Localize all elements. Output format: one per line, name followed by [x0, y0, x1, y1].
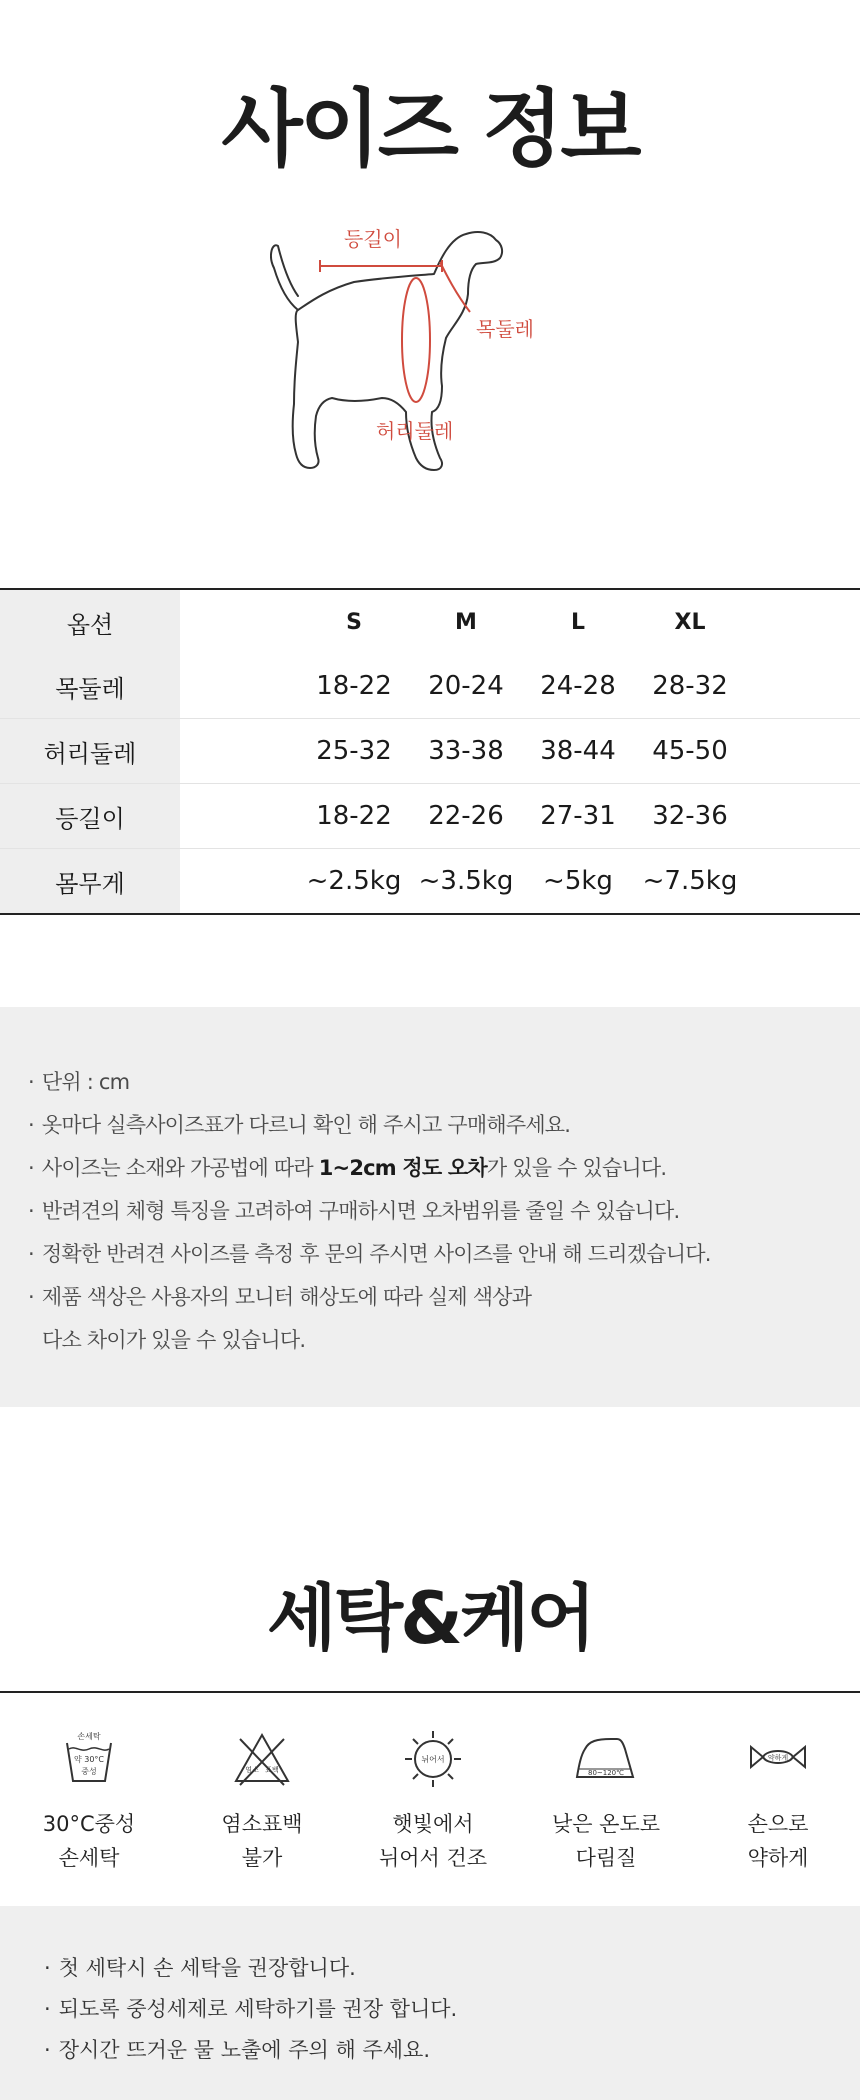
size-table	[0, 588, 860, 915]
gentle-wring-icon	[743, 1729, 813, 1789]
table-cell: 25-32	[298, 719, 410, 784]
size-info-title: 사이즈 정보	[221, 80, 639, 178]
table-cell: ~7.5kg	[642, 866, 738, 896]
svg-text:뉘어서: 뉘어서	[421, 1755, 445, 1764]
svg-text:80~120℃: 80~120℃	[588, 1769, 624, 1777]
care-tips-box	[0, 1906, 860, 2100]
table-row	[0, 719, 860, 784]
care-item-shade-dry	[347, 1729, 519, 1875]
row-label: 허리둘레	[0, 719, 180, 784]
hand-wash-icon	[59, 1729, 119, 1789]
list-item-continued: 다소 차이가 있을 수 있습니다.	[42, 1328, 306, 1352]
list-item: · 첫 세탁시 손 세탁을 권장합니다.	[44, 1956, 356, 1980]
table-cell: 38-44	[522, 719, 634, 784]
neck-marker	[440, 262, 470, 312]
waist-marker	[402, 278, 430, 402]
table-cell: 27-31	[522, 784, 634, 849]
table-cell: 18-22	[298, 654, 410, 719]
size-notes-list	[28, 1061, 711, 1362]
list-item: · 옷마다 실측사이즈표가 다르니 확인 해 주시고 구매해주세요.	[28, 1113, 571, 1137]
back-length-label: 등길이	[344, 227, 402, 251]
list-item: · 장시간 뜨거운 물 노출에 주의 해 주세요.	[44, 2038, 430, 2062]
table-cell: ~2.5kg	[306, 866, 402, 896]
svg-text:약하게: 약하게	[767, 1754, 789, 1762]
table-cell: ~3.5kg	[418, 866, 514, 896]
svg-text:표백: 표백	[265, 1766, 279, 1774]
table-cell: ~5kg	[543, 866, 613, 896]
shade-dry-icon	[403, 1729, 463, 1789]
svg-text:염소: 염소	[245, 1766, 259, 1774]
care-label: 손으로 약하게	[747, 1812, 809, 1870]
size-col-m: M	[455, 609, 477, 635]
size-col-s: S	[346, 609, 362, 635]
list-item: · 정확한 반려견 사이즈를 측정 후 문의 주시면 사이즈를 안내 해 드리겠습니다.	[28, 1242, 711, 1266]
row-label: 목둘레	[0, 654, 180, 719]
row-label: 등길이	[0, 784, 180, 849]
table-cell: 28-32	[634, 654, 746, 719]
svg-text:약 30°C: 약 30°C	[73, 1755, 105, 1764]
row-label: 몸무게	[0, 849, 180, 915]
table-row	[0, 654, 860, 719]
list-item: · 단위 : cm	[28, 1070, 130, 1094]
dog-measurement-diagram	[270, 222, 610, 502]
size-col-xl: XL	[674, 609, 706, 635]
option-header: 옵션	[0, 589, 180, 654]
list-item: · 사이즈는 소재와 가공법에 따라 1~2cm 정도 오차가 있을 수 있습니다.	[28, 1156, 667, 1180]
care-item-no-bleach	[176, 1729, 348, 1875]
care-icons-row	[0, 1691, 860, 1906]
care-tips-list	[44, 1948, 457, 2071]
table-cell: 32-36	[634, 784, 746, 849]
table-cell: 20-24	[410, 654, 522, 719]
table-cell: 24-28	[522, 654, 634, 719]
no-bleach-icon	[232, 1729, 292, 1789]
care-label: 햇빛에서 뉘어서 건조	[378, 1812, 488, 1870]
table-cell: 22-26	[410, 784, 522, 849]
iron-low-icon	[571, 1729, 641, 1789]
list-item: · 제품 색상은 사용자의 모니터 해상도에 따라 실제 색상과	[28, 1285, 532, 1309]
size-notes-box	[0, 1007, 860, 1407]
list-item: · 되도록 중성세제로 세탁하기를 권장 합니다.	[44, 1997, 458, 2021]
list-item: · 반려견의 체형 특징을 고려하여 구매하시면 오차범위를 줄일 수 있습니다.	[28, 1199, 680, 1223]
table-row	[0, 849, 860, 915]
care-label: 30°C중성 손세탁	[42, 1812, 136, 1870]
back-length-marker	[320, 260, 442, 272]
care-title: 세탁&케어	[267, 1576, 593, 1660]
svg-text:중성: 중성	[81, 1767, 97, 1776]
table-cell: 18-22	[298, 784, 410, 849]
care-item-iron-low	[520, 1729, 692, 1875]
table-row	[0, 784, 860, 849]
waist-label: 허리둘레	[376, 419, 454, 443]
size-col-l: L	[570, 609, 586, 635]
neck-label: 목둘레	[476, 317, 534, 341]
care-label: 염소표백 불가	[221, 1812, 303, 1870]
table-cell: 45-50	[634, 719, 746, 784]
care-item-hand-wash	[3, 1729, 175, 1875]
care-item-gentle-wring	[692, 1729, 860, 1875]
svg-text:손세탁: 손세탁	[77, 1732, 101, 1741]
tolerance-emphasis: 1~2cm 정도 오차	[318, 1156, 487, 1180]
care-label: 낮은 온도로 다림질	[551, 1812, 661, 1870]
size-table-header-row	[0, 589, 860, 654]
table-cell: 33-38	[410, 719, 522, 784]
